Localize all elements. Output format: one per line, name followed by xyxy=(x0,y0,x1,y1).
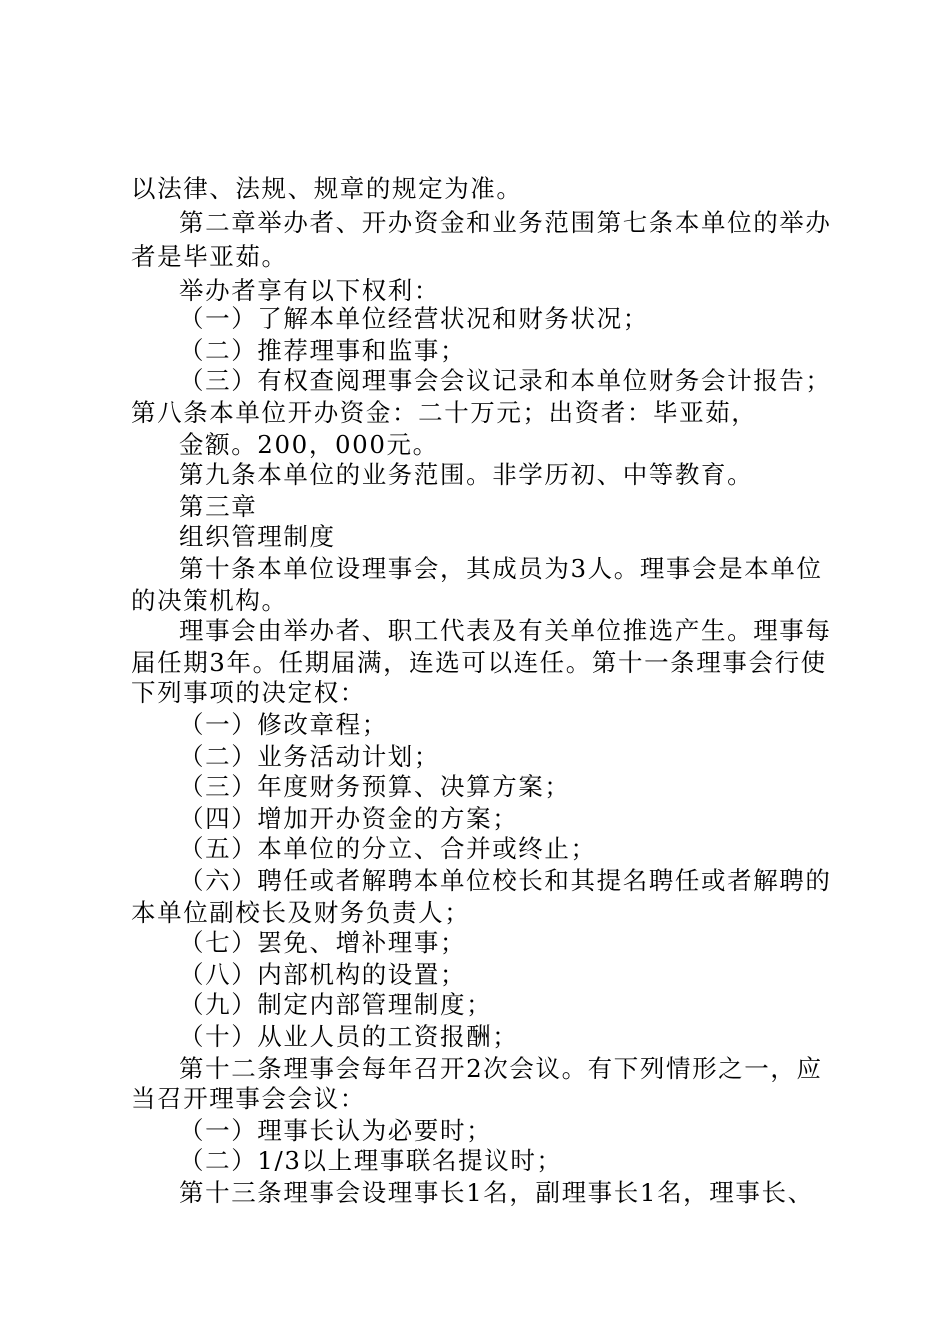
chapter-heading: 第三章 xyxy=(179,492,258,521)
text-line: 理事会由举办者、职工代表及有关单位推选产生。理事每 xyxy=(179,616,832,645)
text-line: （八）内部机构的设置； xyxy=(179,960,467,989)
text-line: 第二章举办者、开办资金和业务范围第七条本单位的举办 xyxy=(179,208,832,237)
text-line: 第十三条理事会设理事长1名，副理事长1名，理事长、 xyxy=(179,1178,814,1207)
text-line: （三）年度财务预算、决算方案； xyxy=(179,772,571,801)
text-line: （一）了解本单位经营状况和财务状况； xyxy=(179,304,649,333)
text-line: 下列事项的决定权： xyxy=(131,678,366,707)
text-line: 举办者享有以下权利： xyxy=(179,276,440,305)
text-line: 第十二条理事会每年召开2次会议。有下列情形之一，应 xyxy=(179,1054,823,1083)
text-line: 的决策机构。 xyxy=(131,586,288,615)
text-line: 以法律、法规、规章的规定为准。 xyxy=(131,174,523,203)
text-line: （九）制定内部管理制度； xyxy=(179,990,493,1019)
text-line: 第八条本单位开办资金：二十万元；出资者：毕亚茹， xyxy=(131,398,758,427)
text-line: 金额。200，000元。 xyxy=(179,430,439,459)
text-line: 本单位副校长及财务负责人； xyxy=(131,898,471,927)
text-line: （六）聘任或者解聘本单位校长和其提名聘任或者解聘的 xyxy=(179,866,832,895)
text-line: 当召开理事会会议： xyxy=(131,1084,366,1113)
text-line: （二）业务活动计划； xyxy=(179,742,440,771)
text-line: （二）推荐理事和监事； xyxy=(179,336,467,365)
chapter-title: 组织管理制度 xyxy=(179,522,336,551)
text-line: （二）1/3以上理事联名提议时； xyxy=(179,1146,563,1175)
text-line: （十）从业人员的工资报酬； xyxy=(179,1022,519,1051)
text-line: （三）有权查阅理事会会议记录和本单位财务会计报告； xyxy=(179,366,832,395)
text-line: 届任期3年。任期届满，连选可以连任。第十一条理事会行使 xyxy=(131,648,827,677)
text-line: （七）罢免、增补理事； xyxy=(179,928,467,957)
text-line: 者是毕亚茹。 xyxy=(131,242,288,271)
text-line: （五）本单位的分立、合并或终止； xyxy=(179,834,597,863)
text-line: （四）增加开办资金的方案； xyxy=(179,804,519,833)
text-line: （一）修改章程； xyxy=(179,710,388,739)
text-line: 第十条本单位设理事会，其成员为3人。理事会是本单位 xyxy=(179,554,823,583)
text-line: （一）理事长认为必要时； xyxy=(179,1116,493,1145)
text-line: 第九条本单位的业务范围。非学历初、中等教育。 xyxy=(179,460,754,489)
